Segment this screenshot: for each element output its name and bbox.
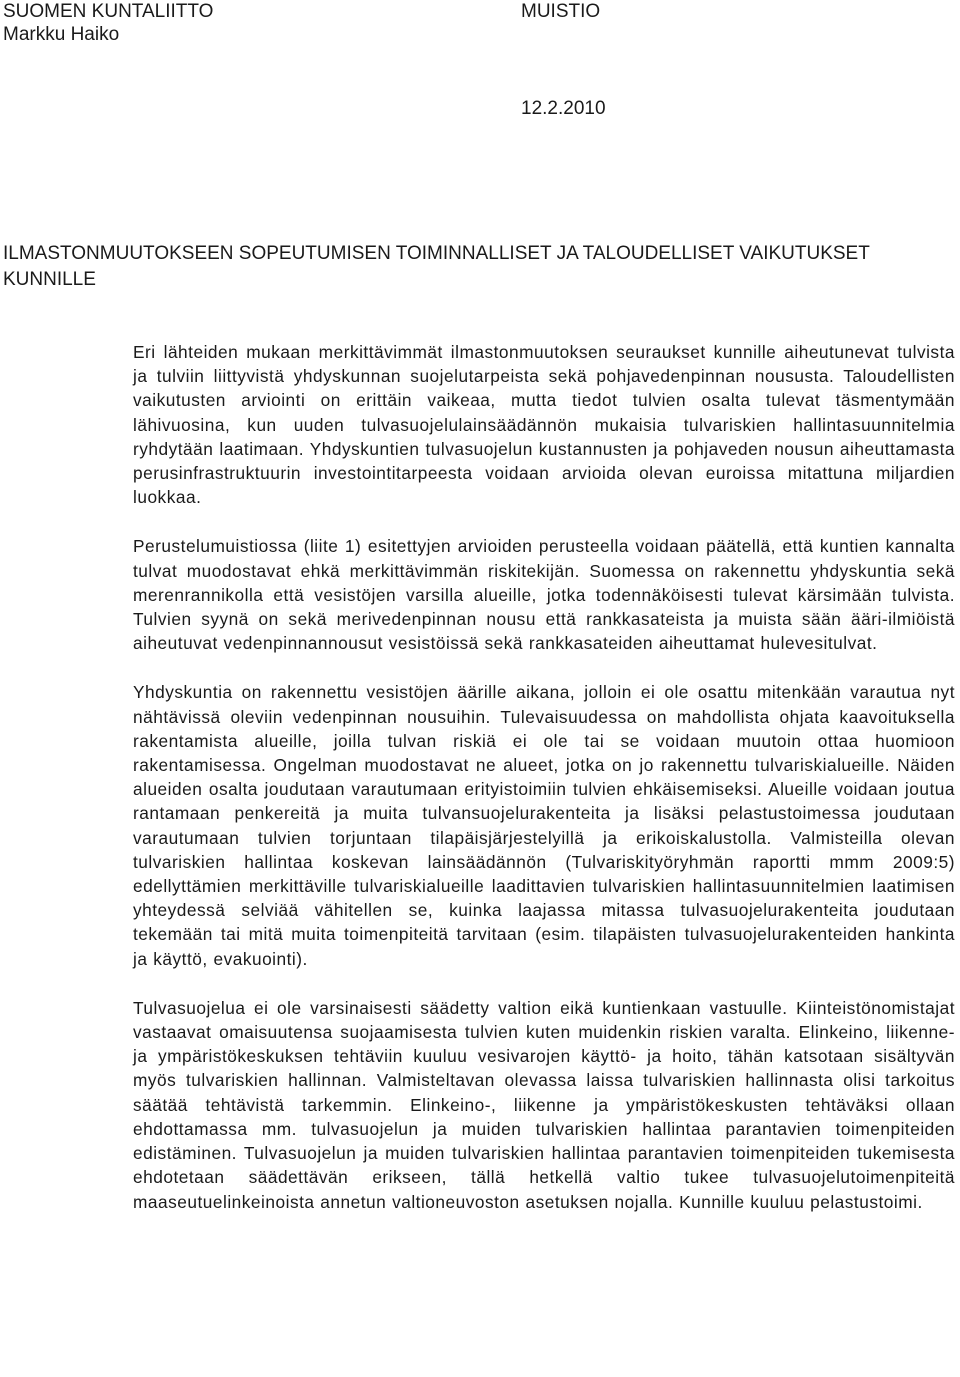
organization-name: SUOMEN KUNTALIITTO bbox=[3, 1, 214, 22]
body-paragraph: Perustelumuistiossa (liite 1) esitettyjen arvioiden perusteella voidaan päätellä, että kuntien kannalta tulvat muodostavat ehkä merkittävimmän riskitekijän. Suomessa on rakennettu yhdyskuntia sekä merenrannikolla että vesistöjen varsilla alueille, jotka todennäköisesti tulevat kärsimään tulvista. Tulvien syynä on sekä merivedenpinnan nousu että rankkasateista ja muista sään ääri-ilmiöistä aiheutuvat vedenpinnannousut vesistöissä sekä rankkasateiden aiheuttamat hulevesitulvat. bbox=[133, 536, 955, 654]
document-date: 12.2.2010 bbox=[521, 98, 606, 119]
body-paragraph: Eri lähteiden mukaan merkittävimmät ilmastonmuutoksen seuraukset kunnille aiheutunevat tulvista ja tulviin liittyvistä yhdyskunnan suojelutarpeista sekä pohjavedenpinnan noususta. Taloudellisten vaikutusten arviointi on erittäin vaikeaa, mutta tiedot tulvien osalta tulevat täsmentymään lähivuosina, kun uuden tulvasuojelulainsäädännön mukaisia tulvariskien hallintasuunnitelmia ryhdytään laatimaan. Yhdyskuntien tulvasuojelun kustannusten ja pohjaveden nousun aiheuttamasta perusinfrastruktuurin investointitarpeesta voidaan arvioida olevan euroissa mitattuna miljardien luokkaa. bbox=[133, 342, 955, 508]
body-paragraph: Tulvasuojelua ei ole varsinaisesti säädetty valtion eikä kuntienkaan vastuulle. Kiinteistönomistajat vastaavat omaisuutensa suojaamisesta tulvien kuten muidenkin riskien varalta. Elinkeino, liikenne- ja ympäristökeskuksen tehtäviin kuuluu vesivarojen käyttö- ja hoito, tähän katsotaan sisältyvän myös tulvariskien hallinnan. Valmisteltavan olevassa laissa tulvariskien hallinnasta olisi tarkoitus säätää tehtävistä tarkemmin. Elinkeino-, liikenne ja ympäristökeskusten tehtäväksi ollaan ehdottamassa mm. tulvasuojelun ja muiden tulvariskien hallintaa parantavien toimenpiteiden edistäminen. Tulvasuojelun ja muiden tulvariskien hallintaa parantavien toimenpiteiden tukemisesta ehdotetaan säädettävän erikseen, tällä hetkellä valtio tukee tulvasuojelutoimenpiteitä maaseutuelinkeinoista annetun valtioneuvoston asetuksen nojalla. Kunnille kuuluu pelastustoimi. bbox=[133, 997, 955, 1212]
document-type: MUISTIO bbox=[521, 1, 601, 22]
body-paragraph: Yhdyskuntia on rakennettu vesistöjen äärille aikana, jolloin ei ole osattu mitenkään varautua nyt nähtävissä oleviin vedenpinnan nousuihin. Tulevaisuudessa on mahdollista ohjata kaavoituksella rakentamista alueille, joilla tulvan riskiä ei ole tai se voidaan muutoin ottaa huomioon rakentamisessa. Ongelman muodostavat ne alueet, jotka on jo rakennettu tulvariskialueille. Näiden alueiden osalta joudutaan varautumaan erityistoimiin tulvien ehkäisemiseksi. Alueille voidaan joutua rantamaan penkereitä ja muita tulvansuojelurakenteita ja lisäksi pelastustoimessa joudutaan varautumaan tulvien torjuntaan tilapäisjärjestelyillä ja erikoiskalustolla. Valmisteilla olevan tulvariskien hallintaa koskevan lainsäädännön (Tulvariskityöryhmän raportti mmm 2009:5) edellyttämien merkittäville tulvariskialueille laadittavien tulvariskien hallintasuunnitelmien laatimisen yhteydessä selviää vähitellen se, kuinka laajassa mitassa tulvasuojelurakenteita joudutaan tekemään tai mitä muita toimenpiteitä tarvitaan (esim. tilapäisten tulvasuojelurakenteiden hankinta ja käyttö, evakuointi). bbox=[133, 682, 955, 969]
document-title: ILMASTONMUUTOKSEEN SOPEUTUMISEN TOIMINNALLISET JA TALOUDELLISET VAIKUTUKSET KUNNILLE bbox=[3, 243, 870, 290]
document-body bbox=[133, 340, 955, 1239]
author-name: Markku Haiko bbox=[3, 24, 120, 45]
